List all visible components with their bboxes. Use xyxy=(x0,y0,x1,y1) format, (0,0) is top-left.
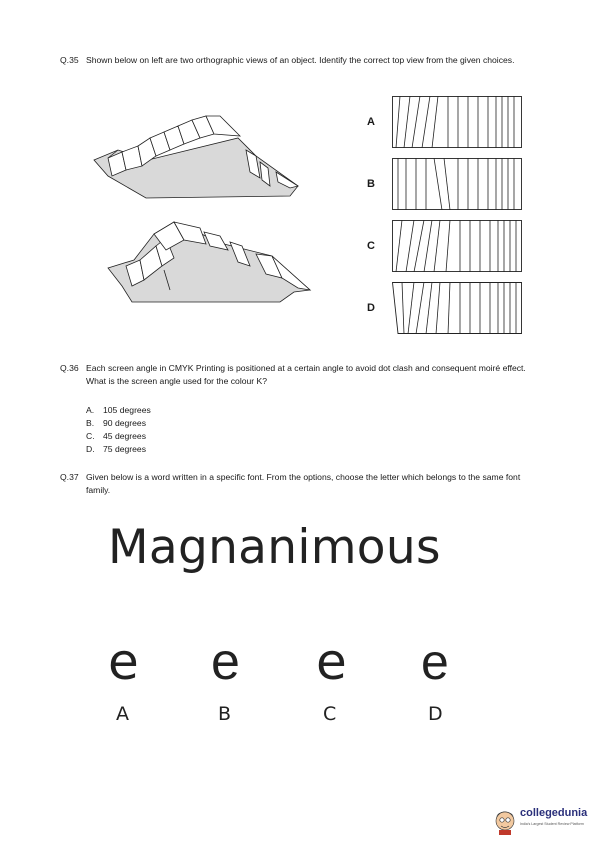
top-view-choice-d[interactable] xyxy=(392,282,522,334)
glyph-label-d: D xyxy=(428,703,443,725)
option-text: 90 degrees xyxy=(103,418,147,428)
option-letter: D. xyxy=(86,444,95,454)
glyph-option-a[interactable]: e xyxy=(108,633,139,691)
question-37 xyxy=(60,471,540,497)
glyph-option-b[interactable]: e xyxy=(211,633,240,691)
option-letter: B. xyxy=(86,418,95,428)
question-number: Q.37 xyxy=(60,472,79,482)
option-b[interactable] xyxy=(86,417,151,430)
option-text: 45 degrees xyxy=(103,431,147,441)
orthographic-view-front xyxy=(88,110,308,200)
q36-options xyxy=(86,404,151,456)
option-letter: C. xyxy=(86,431,95,441)
glyph-option-c[interactable]: e xyxy=(316,633,347,691)
question-number: Q.35 xyxy=(60,55,79,65)
option-letter: A. xyxy=(86,405,95,415)
logo-name: collegedunia xyxy=(520,807,588,819)
glyph-label-b: B xyxy=(218,703,232,725)
option-d[interactable] xyxy=(86,443,151,456)
top-view-choice-a[interactable] xyxy=(392,96,522,148)
question-text: Shown below on left are two orthographic views of an object. Identify the correct top view from the given choices. xyxy=(86,55,515,65)
option-a[interactable] xyxy=(86,404,151,417)
option-c[interactable] xyxy=(86,430,151,443)
question-35 xyxy=(60,54,540,67)
choice-letter-b: B xyxy=(367,178,375,190)
glyph-label-a: A xyxy=(116,703,129,725)
top-view-choice-c[interactable] xyxy=(392,220,522,272)
sample-word: Magnanimous xyxy=(108,520,441,575)
question-number: Q.36 xyxy=(60,363,79,373)
glyph-label-c: C xyxy=(323,703,337,725)
collegedunia-logo xyxy=(492,803,592,837)
mascot-icon xyxy=(492,805,518,835)
choice-letter-d: D xyxy=(367,302,375,314)
glyph-option-d[interactable]: e xyxy=(421,634,449,690)
question-36 xyxy=(60,362,540,388)
top-view-choice-b[interactable] xyxy=(392,158,522,210)
logo-tagline: India's Largest Student Review Platform xyxy=(520,822,584,826)
question-text: Each screen angle in CMYK Printing is positioned at a certain angle to avoid dot clash and consequent moiré effect. What is the screen angle used for the colour K? xyxy=(86,363,526,386)
question-text: Given below is a word written in a specific font. From the options, choose the letter which belongs to the same font family. xyxy=(86,472,521,495)
option-text: 75 degrees xyxy=(103,444,147,454)
choice-letter-c: C xyxy=(367,240,375,252)
orthographic-view-side xyxy=(104,216,318,308)
choice-letter-a: A xyxy=(367,116,375,128)
option-text: 105 degrees xyxy=(103,405,151,415)
